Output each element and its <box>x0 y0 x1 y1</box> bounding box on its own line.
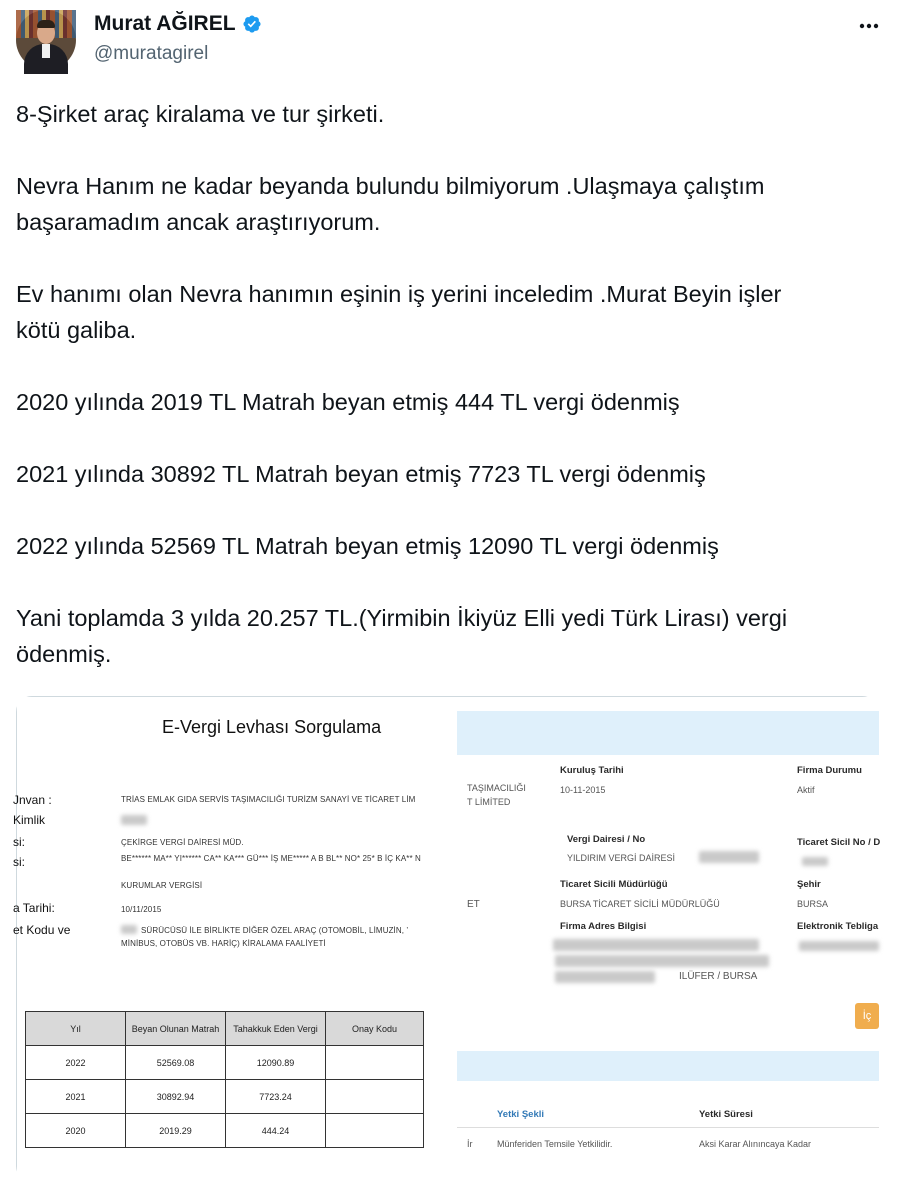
panel-fragment: T LİMİTED <box>467 797 511 807</box>
authority-duration-label: Yetki Süresi <box>699 1109 753 1120</box>
row-divider <box>447 1127 879 1128</box>
year-cell: 2021 <box>26 1080 126 1114</box>
tax-plate-document <box>13 697 457 1183</box>
avatar-hair <box>37 20 55 28</box>
table-row <box>26 1046 424 1080</box>
table-row <box>26 1080 424 1114</box>
redacted-code <box>121 925 137 934</box>
panel-section-bar <box>447 1051 879 1081</box>
avatar-shirt <box>42 44 50 58</box>
base-cell: 30892.94 <box>126 1080 226 1114</box>
authority-duration-value: Aksi Karar Alınıncaya Kadar <box>699 1139 812 1149</box>
redacted-address-line <box>555 955 769 967</box>
more-options-icon[interactable] <box>854 16 884 36</box>
author-name[interactable]: Murat AĞIREL <box>94 12 236 35</box>
tax-history-table <box>25 1011 424 1148</box>
city-value: BURSA <box>797 899 829 909</box>
tweet-paragraph: Ev hanımı olan Nevra hanımın eşinin iş yerini inceledim .Murat Beyin işler kötü galiba. <box>16 281 782 343</box>
field-label: si: <box>13 855 25 869</box>
founding-date-label: Kuruluş Tarihi <box>560 765 624 776</box>
redacted-e-notification <box>799 941 879 951</box>
activity-value: MİNİBUS, OTOBÜS VB. HARİÇ) KİRALAMA FAALİYETİ <box>121 939 326 948</box>
author-handle[interactable]: @muratagirel <box>94 43 209 64</box>
base-cell: 52569.08 <box>126 1046 226 1080</box>
redacted-registry-no <box>802 857 828 866</box>
year-cell: 2020 <box>26 1114 126 1148</box>
e-notification-label: Elektronik Tebliga <box>797 921 879 932</box>
address-city-value: ILÜFER / BURSA <box>679 971 758 982</box>
company-status-label: Firma Durumu <box>797 765 862 776</box>
start-date-value: 10/11/2015 <box>121 905 162 914</box>
founding-date-value: 10-11-2015 <box>560 785 606 795</box>
company-title-value: TRİAS EMLAK GIDA SERVİS TAŞIMACILIĞI TURİZM SANAYİ VE TİCARET LİM <box>121 795 416 804</box>
column-header: Yıl <box>26 1012 126 1046</box>
tweet-paragraph: 2022 yılında 52569 TL Matrah beyan etmiş 12090 TL vergi ödenmiş <box>16 533 719 559</box>
tweet-text <box>16 96 884 672</box>
address-value: BE****** MA** YI****** CA** KA*** GÜ*** İŞ ME***** A B BL** NO* 25* B İÇ KA** N <box>121 854 421 863</box>
tax-cell: 444.24 <box>226 1114 326 1148</box>
registry-office-label: Ticaret Sicili Müdürlüğü <box>560 879 668 890</box>
redacted-address-line <box>555 971 655 983</box>
redacted-id <box>121 815 147 825</box>
tweet-paragraph: 2021 yılında 30892 TL Matrah beyan etmiş 7723 TL vergi ödenmiş <box>16 461 706 487</box>
approval-cell <box>326 1046 424 1080</box>
table-header-row <box>26 1012 424 1046</box>
tax-cell: 7723.24 <box>226 1080 326 1114</box>
panel-fragment: TAŞIMACILIĞI <box>467 783 526 793</box>
activity-value: SÜRÜCÜSÜ İLE BİRLİKTE DİĞER ÖZEL ARAÇ (OTOMOBİL, LİMUZİN, ’ <box>141 926 409 935</box>
field-label: si: <box>13 835 25 849</box>
registry-office-value: BURSA TİCARET SİCİLİ MÜDÜRLÜĞÜ <box>560 899 720 909</box>
tax-office-label: Vergi Dairesi / No <box>567 834 646 845</box>
authority-type-value: Münferiden Temsile Yetkilidir. <box>497 1139 613 1149</box>
tweet-paragraph: 2020 yılında 2019 TL Matrah beyan etmiş 444 TL vergi ödenmiş <box>16 389 680 415</box>
base-cell: 2019.29 <box>126 1114 226 1148</box>
verified-badge-icon <box>242 14 262 34</box>
tax-cell: 12090.89 <box>226 1046 326 1080</box>
author-name-row <box>94 12 262 36</box>
column-header: Tahakkuk Eden Vergi <box>226 1012 326 1046</box>
avatar[interactable] <box>16 10 76 70</box>
tax-office-value: ÇEKİRGE VERGİ DAİRESİ MÜD. <box>121 838 244 847</box>
action-button[interactable]: İç <box>855 1003 879 1029</box>
company-info-panel <box>447 697 879 1183</box>
tax-office-value: YILDIRIM VERGİ DAİRESİ <box>567 853 676 863</box>
tweet-header <box>16 10 884 74</box>
company-status-value: Aktif <box>797 785 815 795</box>
panel-fragment: ET <box>467 899 480 910</box>
tweet-media-image[interactable] <box>13 696 881 1182</box>
address-label: Firma Adres Bilgisi <box>560 921 647 932</box>
trade-registry-label: Ticaret Sicil No / D <box>797 837 881 848</box>
tax-type-value: KURUMLAR VERGİSİ <box>121 881 203 890</box>
field-label: a Tarihi: <box>13 901 55 915</box>
tweet-paragraph: Yani toplamda 3 yılda 20.257 TL.(Yirmibin İkiyüz Elli yedi Türk Lirası) vergi ödenmiş. <box>16 605 788 667</box>
city-label: Şehir <box>797 879 821 890</box>
redacted-address-line <box>553 939 759 951</box>
panel-fragment: İr <box>467 1139 473 1149</box>
column-header: Onay Kodu <box>326 1012 424 1046</box>
table-row <box>26 1114 424 1148</box>
panel-header-bar <box>447 711 879 755</box>
document-title: E-Vergi Levhası Sorgulama <box>162 717 382 737</box>
approval-cell <box>326 1114 424 1148</box>
field-label: et Kodu ve <box>13 923 71 937</box>
tweet-paragraph: Nevra Hanım ne kadar beyanda bulundu bilmiyorum .Ulaşmaya çalıştım başaramadım ancak araştırıyorum. <box>16 173 765 235</box>
field-label: Kimlik <box>13 813 45 827</box>
year-cell: 2022 <box>26 1046 126 1080</box>
field-label: Jnvan : <box>13 793 52 807</box>
tweet-paragraph: 8-Şirket araç kiralama ve tur şirketi. <box>16 101 385 127</box>
authority-type-label: Yetki Şekli <box>497 1109 545 1120</box>
redacted-tax-no <box>699 851 759 863</box>
column-header: Beyan Olunan Matrah <box>126 1012 226 1046</box>
approval-cell <box>326 1080 424 1114</box>
